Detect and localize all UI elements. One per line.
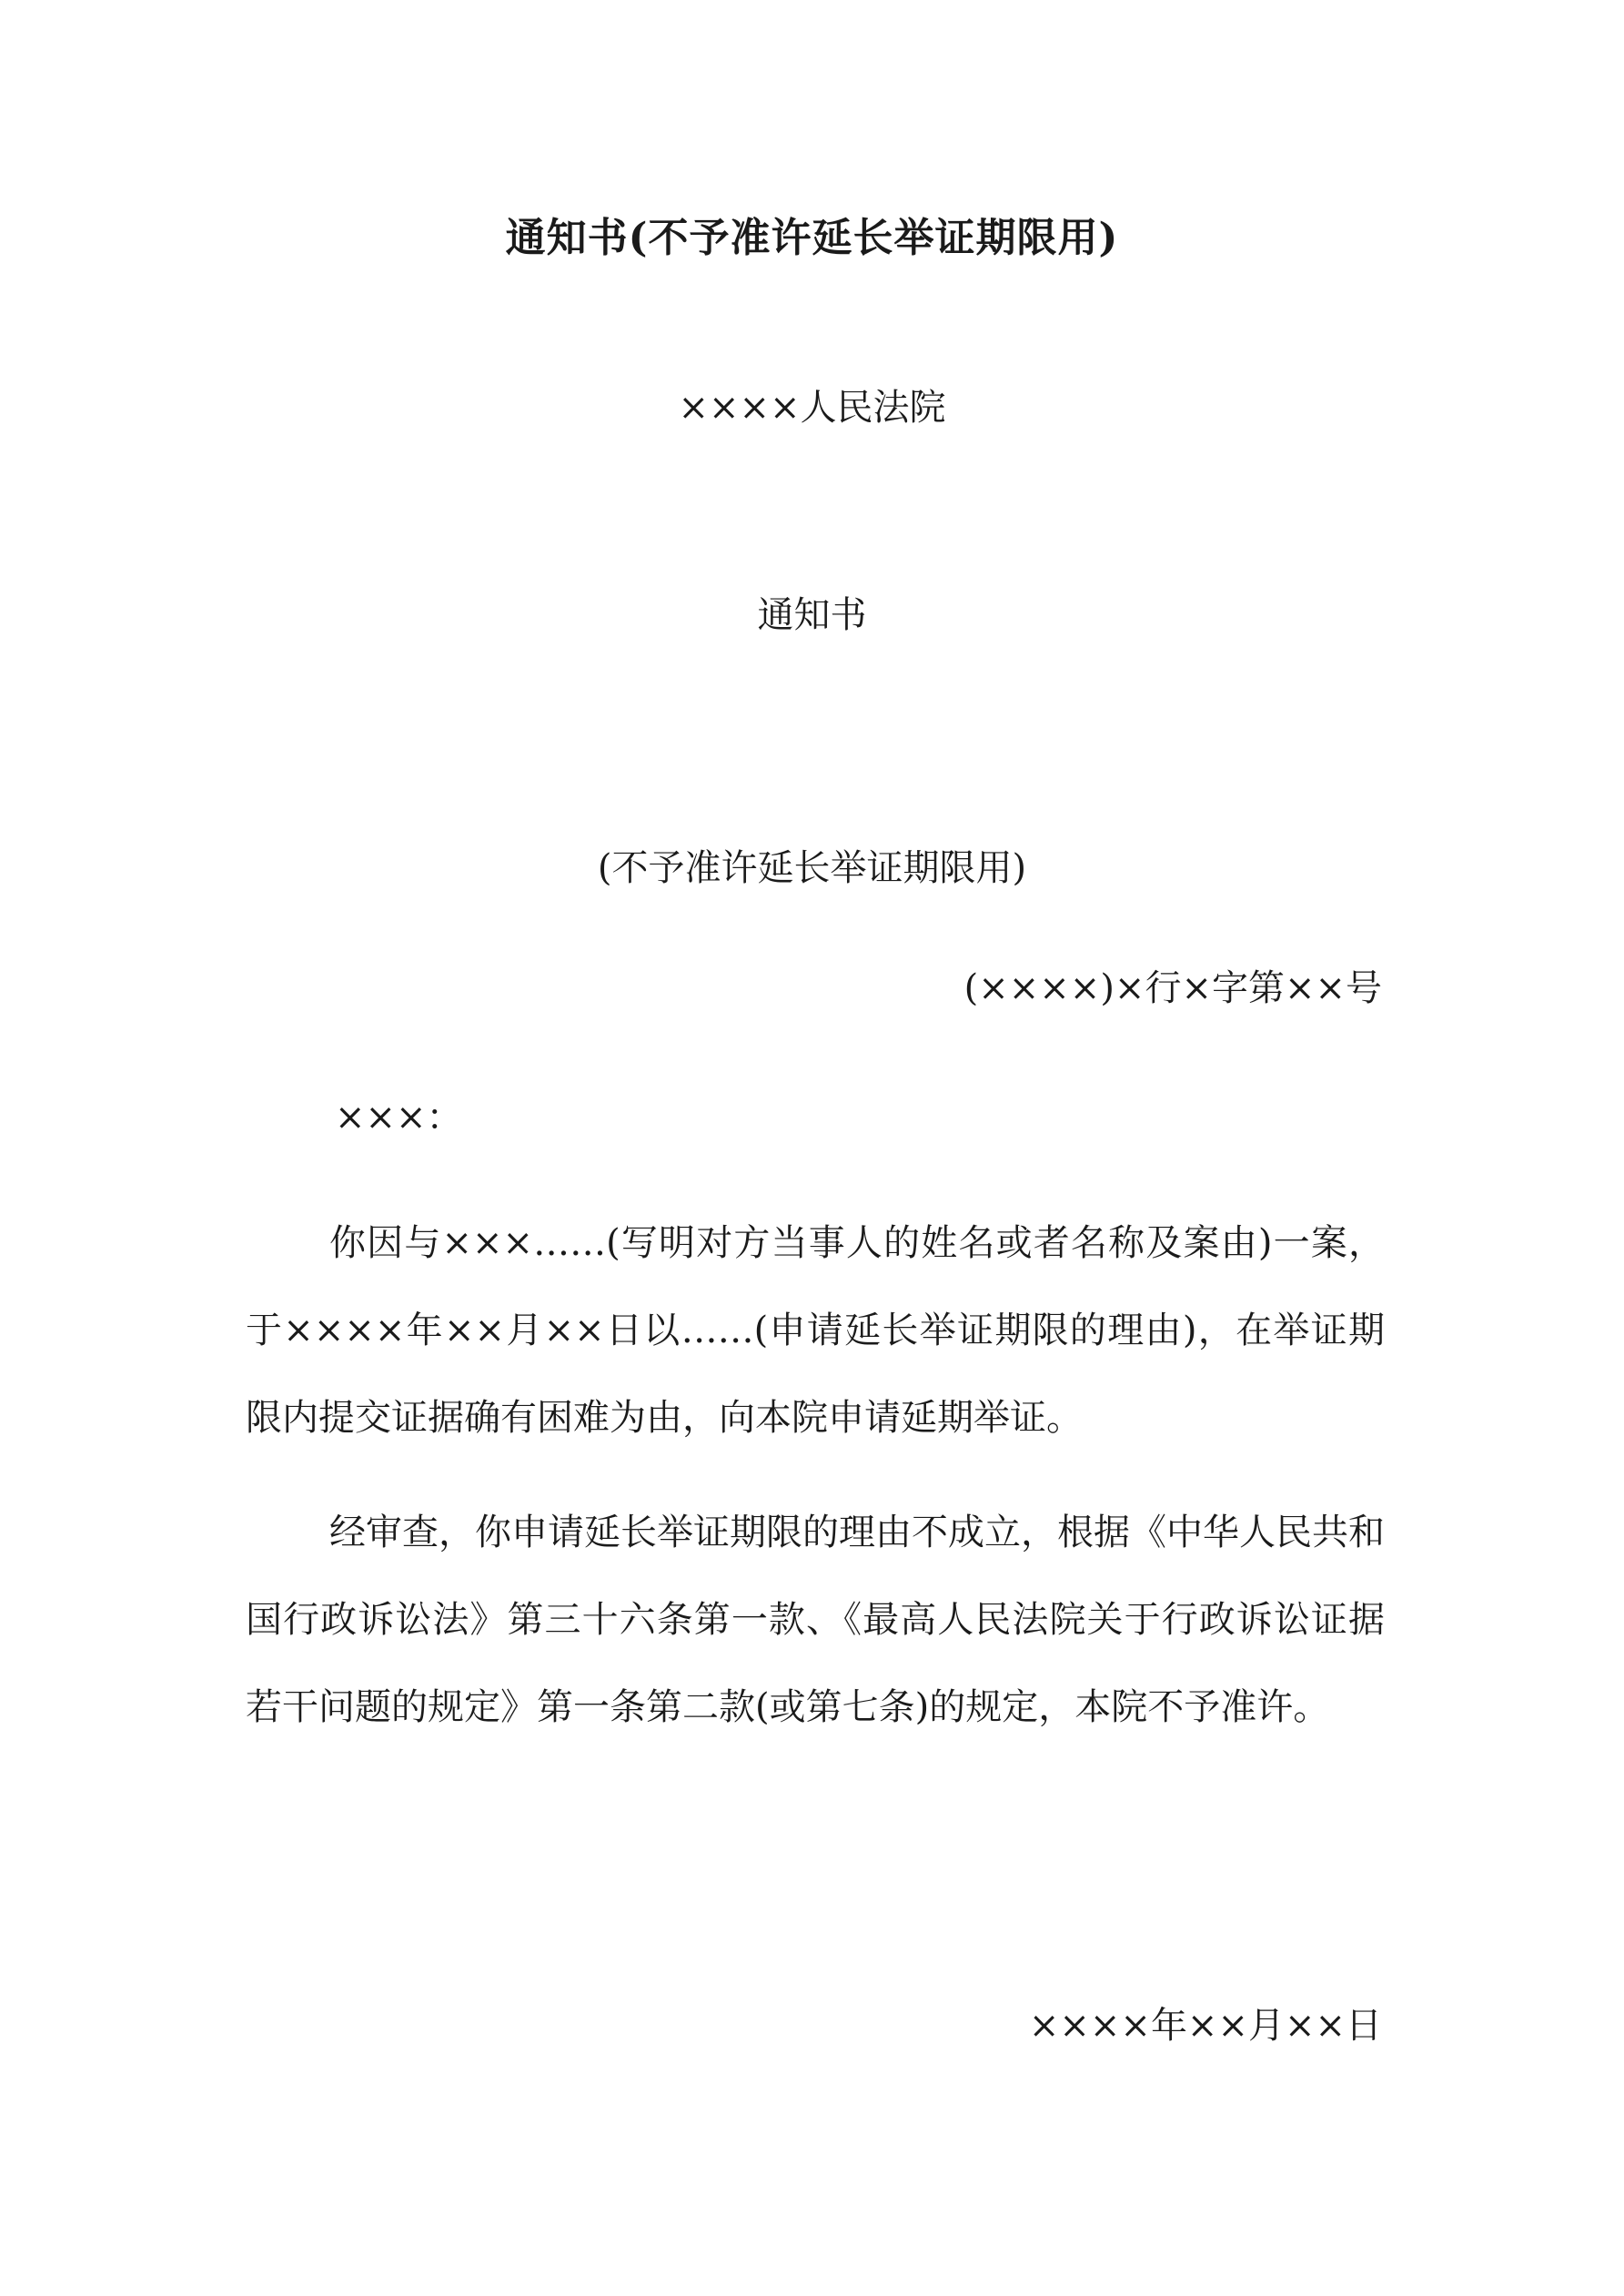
body-paragraph-decision: 经审查，你申请延长举证期限的理由不成立，根据《中华人民共和国行政诉讼法》第三十六条第一款、《最高人民法院关于行政诉讼证据若干问题的规定》第一条第二款(或第七条)的规定，本院不予准许。	[246, 1512, 1385, 1728]
addressee: ×××：	[335, 1097, 463, 1138]
document-title: 通知书(不予准许延长举证期限用)	[505, 215, 1119, 261]
case-number: (××××)×行×字第××号	[963, 967, 1382, 1009]
court-name: ××××人民法院	[678, 387, 946, 429]
notice-subtitle: (不予准许延长举证期限用)	[597, 847, 1027, 889]
issue-date: ××××年××月××日	[1028, 2005, 1382, 2047]
body-paragraph-application: 你因与×××……(写明对方当事人的姓名或者名称及案由)一案，于××××年××月××日以……(申请延长举证期限的理由)，在举证期限内提交证据确有困难为由，向本院申请延期举证。	[246, 1222, 1385, 1439]
notice-heading: 通知书	[757, 594, 867, 636]
